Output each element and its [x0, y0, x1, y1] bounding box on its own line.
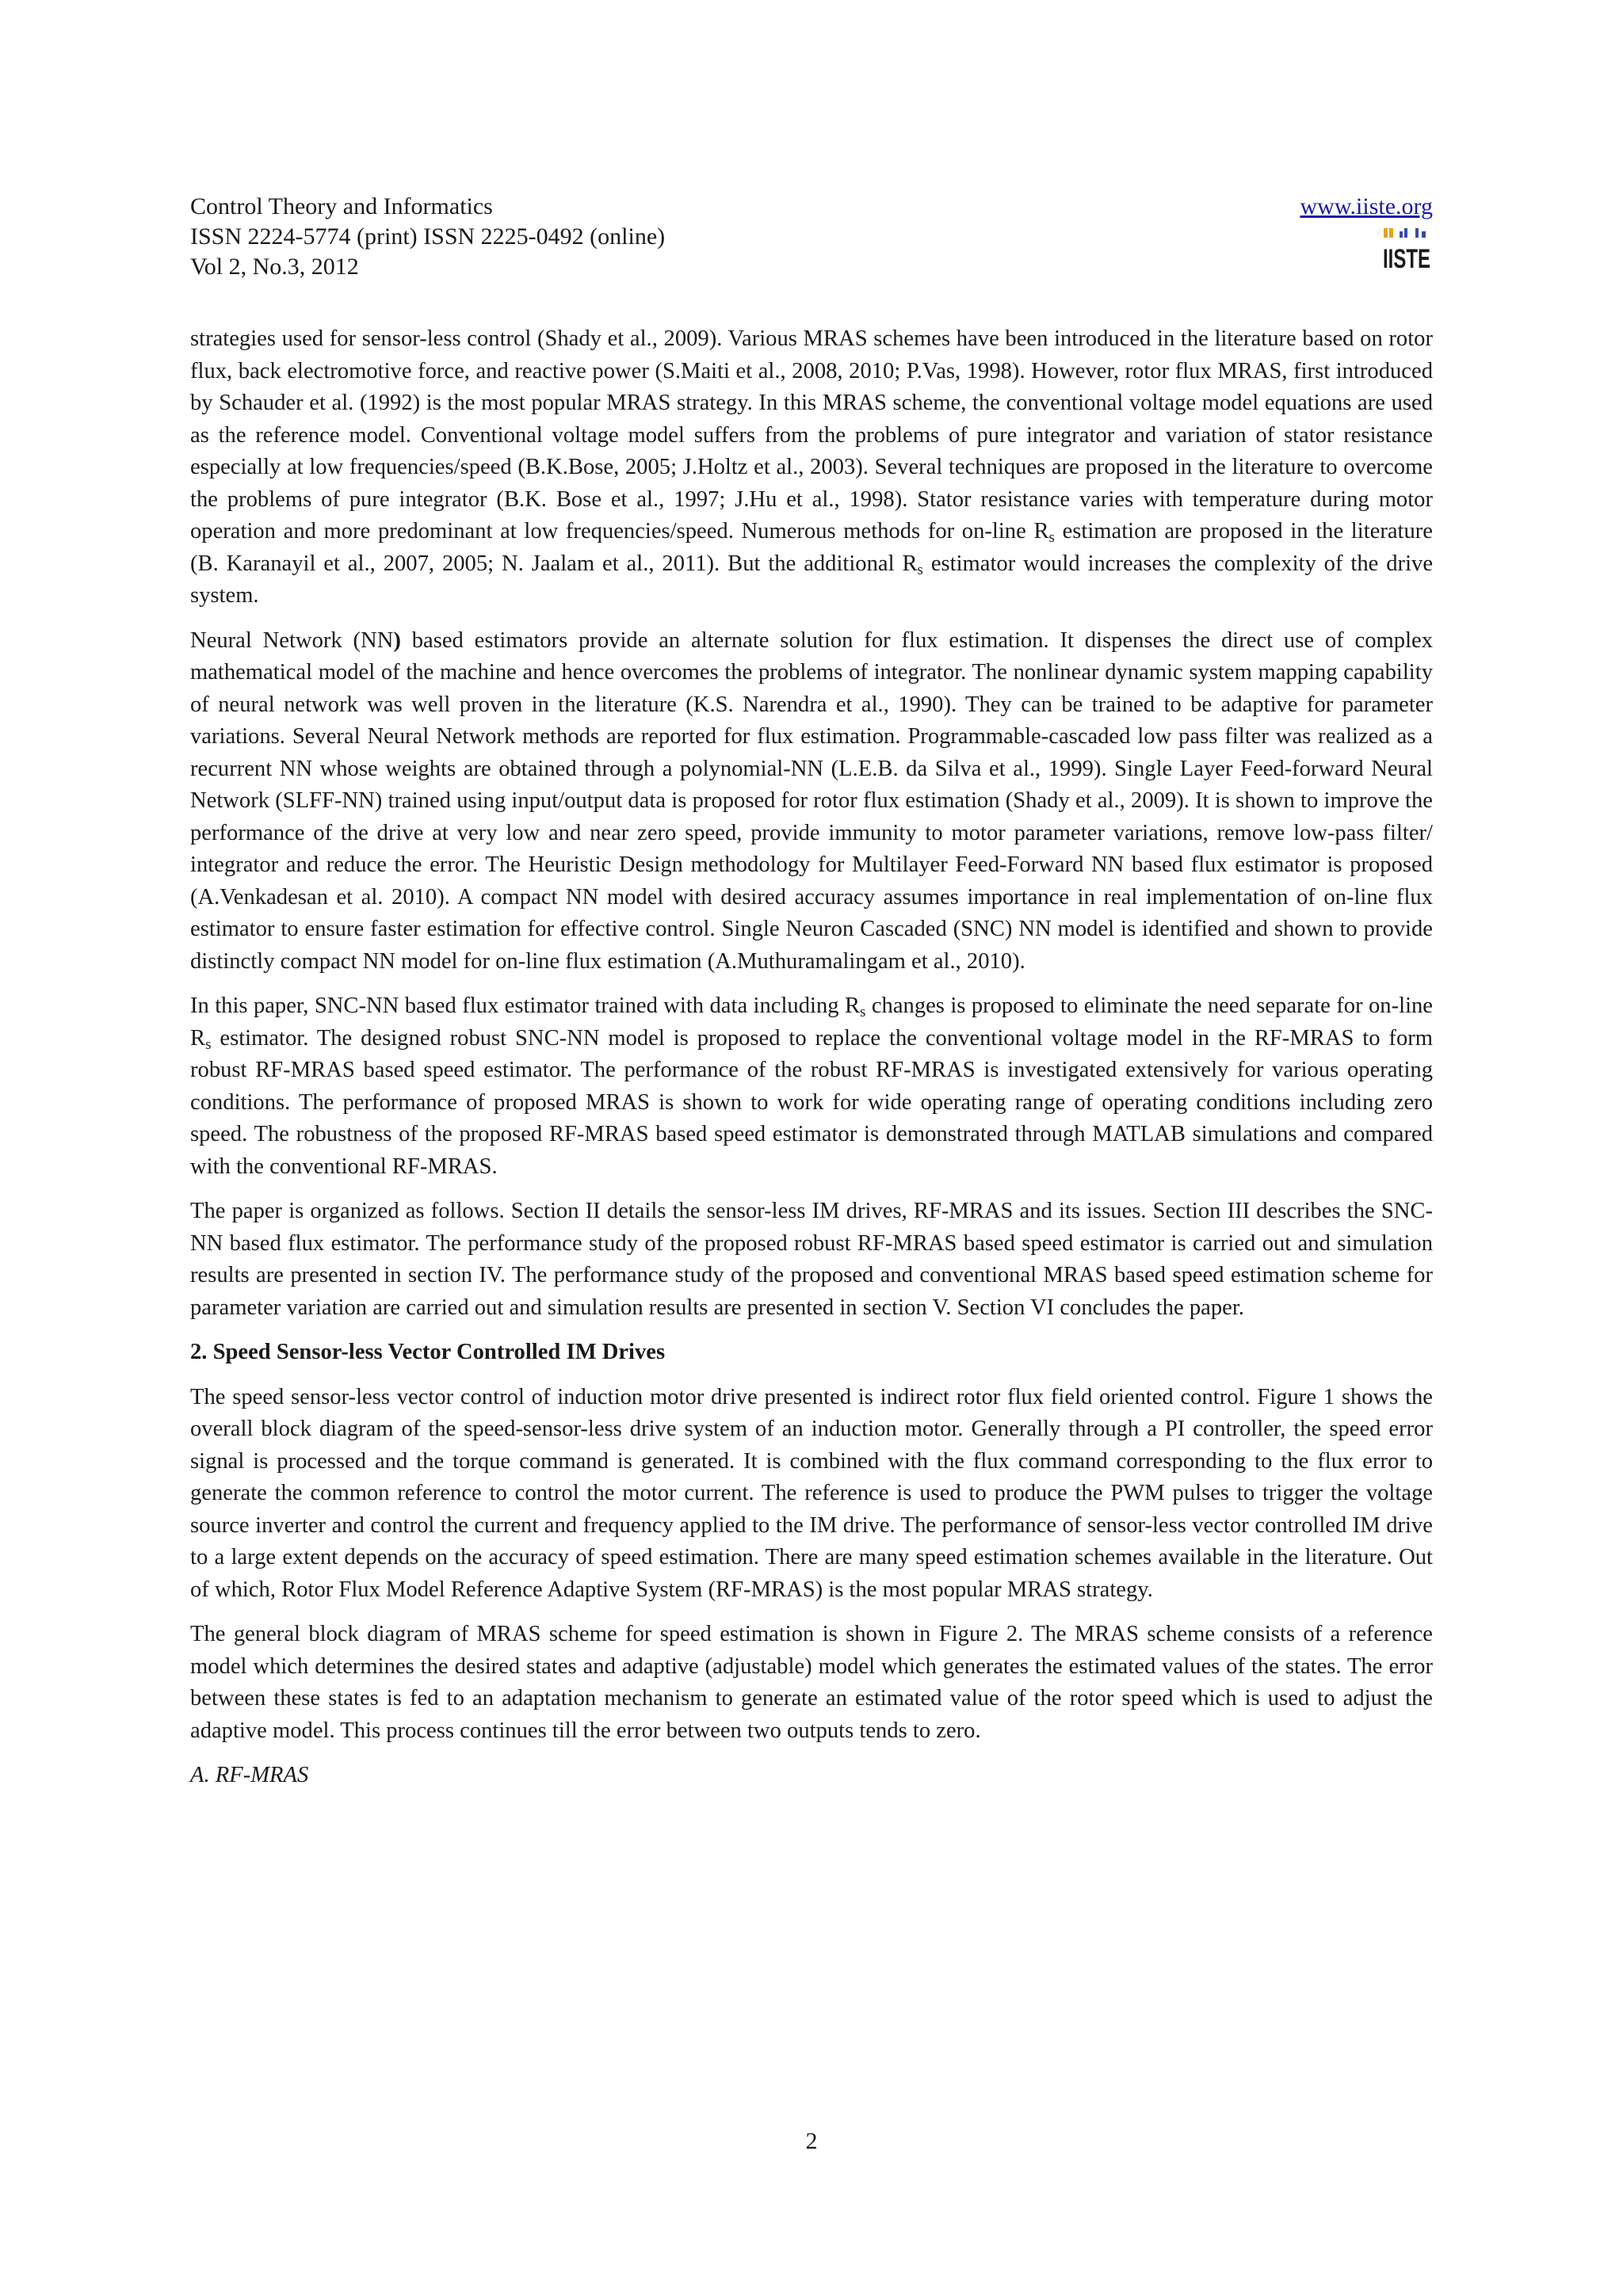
iiste-logo-icon	[1381, 227, 1433, 274]
journal-issn: ISSN 2224-5774 (print) ISSN 2225-0492 (online)	[190, 223, 666, 250]
paragraph-sensorless-control: The speed sensor-less vector control of induction motor drive presented is indirect rotor flux field oriented control. Figure 1 shows the overall block diagram of the speed-sensor-less drive system of an induction motor. Generally through a PI controller, the speed error signal is processed and the torque command is generated. It is combined with the flux command corresponding to the flux error to generate the common reference to control the motor current. The reference is used to produce the PWM pulses to trigger the voltage source inverter and control the current and frequency applied to the IM drive. The performance of sensor-less vector controlled IM drive to a large extent depends on the accuracy of speed estimation. There are many speed estimation schemes available in the literature. Out of which, Rotor Flux Model Reference Adaptive System (RF-MRAS) is the most popular MRAS strategy.	[190, 1384, 1433, 1602]
website-link[interactable]: www.iiste.org	[1300, 193, 1433, 219]
journal-info	[190, 192, 665, 282]
header-right	[1300, 192, 1434, 278]
subsection-heading-rf-mras: A. RF-MRAS	[190, 1763, 309, 1787]
paragraph-neural-network: Neural Network (NN) based estimators provide an alternate solution for flux estimation. It dispenses the direct use of complex mathematical model of the machine and hence overcomes the problems of integrator. The nonlinear dynamic system mapping capability of neural network was well proven in the literature (K.S. Narendra et al., 1990). They can be trained to be adaptive for parameter variations. Several Neural Network methods are reported for flux estimation. Programmable-cascaded low pass filter was realized as a recurrent NN whose weights are obtained through a polynomial-NN (L.E.B. da Silva et al., 1999). Single Layer Feed-forward Neural Network (SLFF-NN) trained using input/output data is proposed for rotor flux estimation (Shady et al., 2009). It is shown to improve the performance of the drive at very low and near zero speed, provide immunity to motor parameter variations, remove low-pass filter/ integrator and reduce the error. The Heuristic Design methodology for Multilayer Feed-Forward NN based flux estimator is proposed (A.Venkadesan et al. 2010). A compact NN model with desired accuracy assumes importance in real implementation of on-line flux estimator to ensure faster estimation for effective control. Single Neuron Cascaded (SNC) NN model is identified and shown to provide distinctly compact NN model for on-line flux estimation (A.Muthuramalingam et al., 2010).	[190, 627, 1434, 974]
journal-title: Control Theory and Informatics	[190, 193, 493, 219]
journal-volume: Vol 2, No.3, 2012	[190, 254, 359, 280]
section-heading-2: 2. Speed Sensor-less Vector Controlled IM Drives	[190, 1340, 666, 1364]
paragraph-mras-block-diagram: The general block diagram of MRAS scheme for speed estimation is shown in Figure 2. The MRAS scheme consists of a reference model which determines the desired states and adaptive (adjustable) model which generates the estimated values of the states. The error between these states is fed to an adaptation mechanism to generate an estimated value of the rotor speed which is used to adjust the adaptive model. This process continues till the error between two outputs tends to zero.	[190, 1622, 1433, 1743]
page-number: 2	[805, 2128, 818, 2154]
page-header	[190, 192, 1433, 295]
logo-text: IISTE	[1383, 244, 1430, 274]
paragraph-organization: The paper is organized as follows. Section II details the sensor-less IM drives, RF-MRAS and its issues. Section III describes the SNC-NN based flux estimator. The performance study of the proposed robust RF-MRAS based speed estimator is carried out and simulation results are presented in section IV. The performance study of the proposed and conventional MRAS based speed estimation scheme for parameter variation are carried out and simulation results are presented in section V. Section VI concludes the paper.	[190, 1199, 1433, 1320]
page-content	[190, 323, 1433, 1805]
paragraph-mras-strategies: strategies used for sensor-less control (Shady et al., 2009). Various MRAS schemes have been introduced in the literature based on rotor flux, back electromotive force, and reactive power (S.Maiti et al., 2008, 2010; P.Vas, 1998). However, rotor flux MRAS, first introduced by Schauder et al. (1992) is the most popular MRAS strategy. In this MRAS scheme, the conventional voltage model equations are used as the reference model. Conventional voltage model suffers from the problems of pure integrator and variation of stator resistance especially at low frequencies/speed (B.K.Bose, 2005; J.Holtz et al., 2003). Several techniques are proposed in the literature to overcome the problems of pure integrator (B.K. Bose et al., 1997; J.Hu et al., 1998). Stator resistance varies with temperature during motor operation and more predominant at low frequencies/speed. Numerous methods for on-line $R_s$ estimation are proposed in the literature (B. Karanayil et al., 2007, 2005; N. Jaalam et al., 2011). But the additional $R_s$ estimator would increases the complexity of the drive system.	[190, 326, 1434, 608]
paragraph-this-paper: In this paper, SNC-NN based flux estimator trained with data including $R_s$ changes is proposed to eliminate the need separate for on-line $R_s$ estimator. The designed robust SNC-NN model is proposed to replace the conventional voltage model in the RF-MRAS to form robust RF-MRAS based speed estimator. The performance of the robust RF-MRAS is investigated extensively for various operating conditions. The performance of proposed MRAS is shown to work for wide operating range of operating conditions including zero speed. The robustness of the proposed RF-MRAS based speed estimator is demonstrated through MATLAB simulations and compared with the conventional RF-MRAS.	[190, 994, 1433, 1179]
